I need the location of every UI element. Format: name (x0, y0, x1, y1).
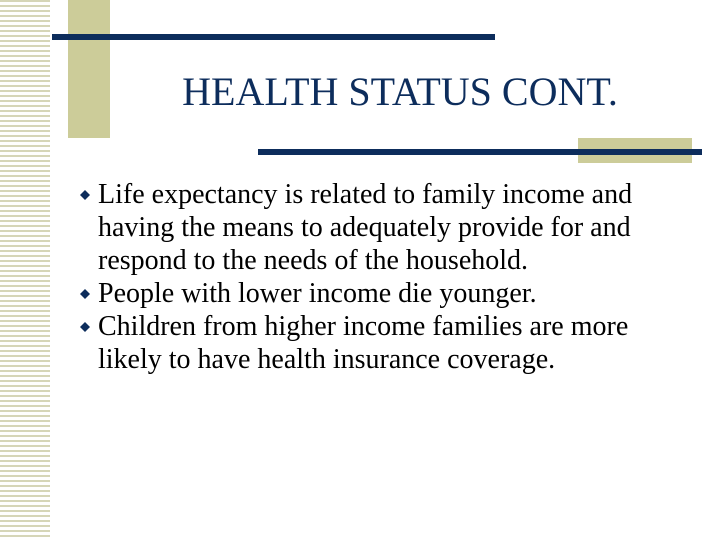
left-striped-margin (0, 0, 50, 540)
diamond-bullet-icon (78, 178, 92, 211)
diamond-bullet-icon (78, 277, 92, 310)
olive-accent-block-top (68, 0, 110, 138)
navy-accent-bar-right (258, 149, 702, 155)
bullet-item (78, 178, 698, 277)
bullet-list (78, 178, 698, 376)
navy-accent-bar-top (52, 34, 495, 40)
bullet-text: Children from higher income families are more likely to have health insurance coverage. (98, 311, 629, 375)
bullet-item (78, 277, 698, 310)
slide-title: HEALTH STATUS CONT. (182, 69, 618, 114)
diamond-bullet-icon (78, 310, 92, 343)
bullet-item (78, 310, 698, 376)
bullet-text: Life expectancy is related to family income and having the means to adequately provide for and respond to the needs of the household. (98, 179, 633, 276)
bullet-text: People with lower income die younger. (98, 278, 537, 309)
